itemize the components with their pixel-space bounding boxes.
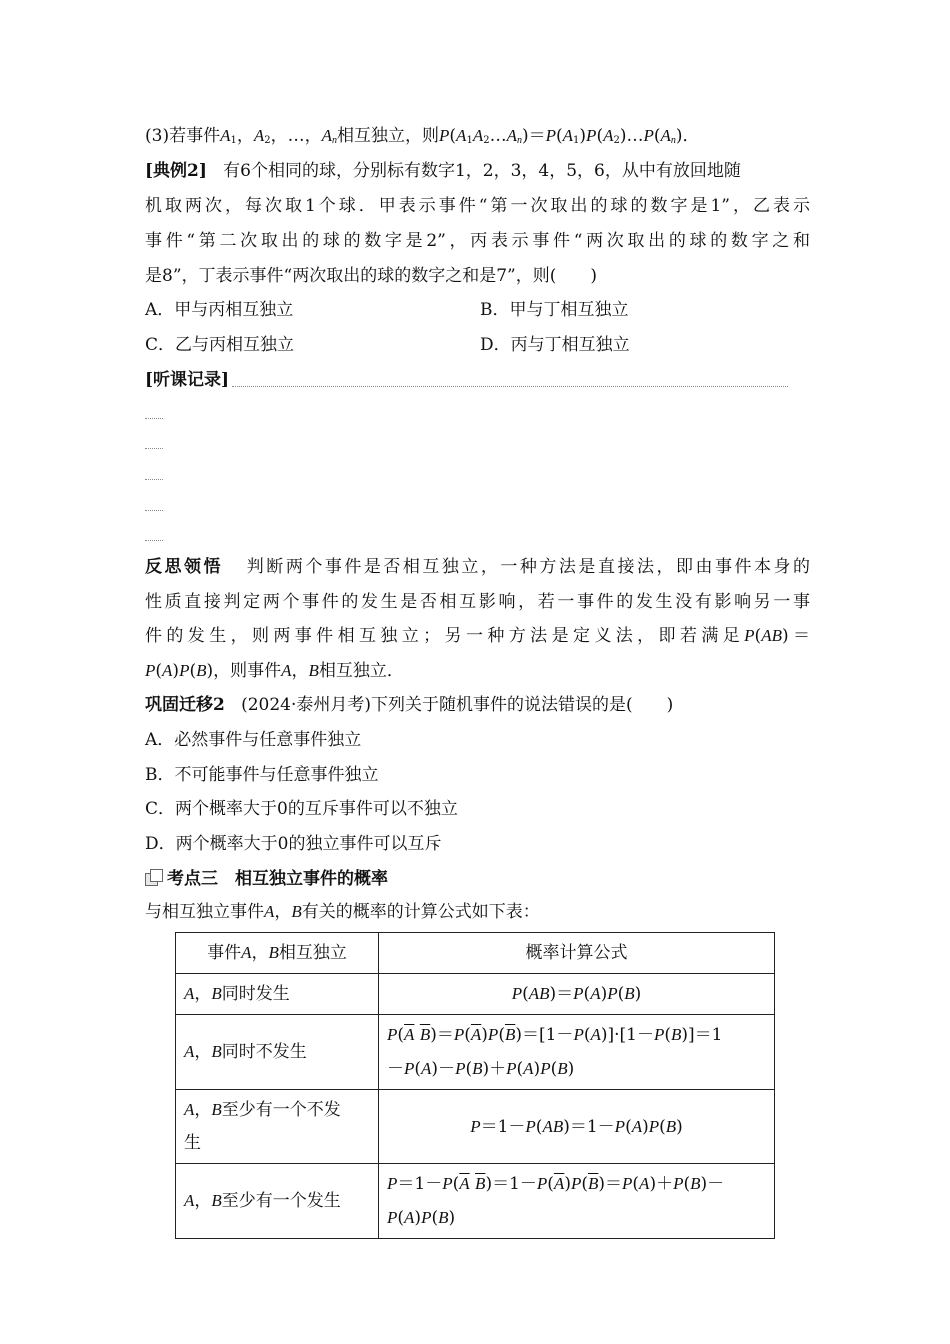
example2-option-c: C．乙与丙相互独立	[145, 335, 295, 355]
property3-prefix: (3)若事件	[145, 126, 221, 146]
example2-text-1: 有6个相同的球，分别标有数字1，2，3，4，5，6，从中有放回地随	[223, 161, 741, 181]
example2-line-4: 是8”，丁表示事件“两次取出的球的数字之和是7”，则( )	[145, 266, 597, 286]
notes-line-5	[145, 510, 163, 511]
example2-option-a: A．甲与丙相互独立	[145, 300, 294, 320]
table-cell-formula: $P(\overline{A}$ $\overline{B})=P(\overline{A})P(\overline{B})=[1-P(A)]\cdot[1-P(B)]=1$ －P(A)－P(B)＋P(A)P(B)	[379, 1015, 775, 1090]
reflection-label: 反思领悟	[145, 557, 224, 577]
table-cell-event: A，B同时不发生	[176, 1015, 379, 1090]
notes-line-3	[145, 448, 163, 449]
reflection-line-1	[145, 555, 810, 579]
notes-line-6	[145, 540, 163, 541]
practice2-label: 巩固迁移2	[145, 695, 225, 715]
table-header-event: 事件A，B相互独立	[176, 933, 379, 974]
probability-formula-table	[175, 932, 775, 1239]
table-cell-formula: $P=1-P(\overline{A}$ $\overline{B})=1-P(\overline{A})P(\overline{B})=P(A)+P(B)-$ P(A)P(B)	[379, 1164, 775, 1239]
practice2-option-b: B．不可能事件与任意事件独立	[145, 765, 379, 785]
reflection-text-1: 判断两个事件是否相互独立，一种方法是直接法，即由事件本身的	[246, 557, 811, 577]
example2-options-row-2	[145, 333, 810, 357]
table-row	[176, 1164, 775, 1239]
table-cell-formula: P＝1－P(AB)＝1－P(A)P(B)	[379, 1090, 775, 1164]
table-row	[176, 1090, 775, 1164]
table-row	[176, 974, 775, 1015]
practice2-stem: (2024·泰州月考)下列关于随机事件的说法错误的是( )	[241, 695, 674, 715]
example2-line-3: 事件“第二次取出的球的数字是2”，丙表示事件“两次取出的球的数字之和	[145, 231, 810, 251]
example2-line-2: 机取两次，每次取1个球．甲表示事件“第一次取出的球的数字是1”，乙表示	[145, 196, 810, 216]
table-header-row	[176, 933, 775, 974]
section3-heading	[145, 867, 810, 891]
reflection-line-4: P(A)P(B)，则事件A，B相互独立．	[145, 661, 404, 681]
practice2-option-d: D．两个概率大于0的独立事件可以互斥	[145, 834, 442, 854]
property3-mid: 相互独立，则	[337, 126, 440, 146]
table-cell-event: A，B至少有一个不发 生	[176, 1090, 379, 1164]
example2-label: [典例2]	[145, 161, 207, 181]
independence-property-3: (3)若事件$A_1$，$A_2$，…，$A_n$相互独立，则$P(A_1A_2\dots A_n)=P(A_1)P(A_2)\dots P(A_n)$．	[145, 126, 700, 146]
notes-line-1	[232, 386, 788, 387]
example2-option-d: D．丙与丁相互独立	[480, 335, 630, 355]
table-header-formula: 概率计算公式	[379, 933, 775, 974]
table-cell-formula: P(AB)＝P(A)P(B)	[379, 974, 775, 1015]
overlapping-squares-icon	[145, 869, 165, 887]
example2-options-row-1	[145, 298, 810, 322]
example2-line-1	[145, 159, 810, 183]
table-cell-event: A，B至少有一个发生	[176, 1164, 379, 1239]
practice2-option-c: C．两个概率大于0的互斥事件可以不独立	[145, 799, 458, 819]
notes-line-2	[145, 418, 163, 419]
section3-intro: 与相互独立事件A，B有关的概率的计算公式如下表：	[145, 902, 540, 922]
table-row	[176, 1015, 775, 1090]
practice2-option-a: A．必然事件与任意事件独立	[145, 730, 362, 750]
reflection-line-2: 性质直接判定两个事件的发生是否相互影响，若一事件的发生没有影响另一事	[145, 592, 810, 612]
reflection-line-3: 件的发生，则两事件相互独立；另一种方法是定义法，即若满足P(AB)＝	[145, 626, 810, 646]
table-cell-event: A，B同时发生	[176, 974, 379, 1015]
notes-line-4	[145, 479, 163, 480]
example2-option-b: B．甲与丁相互独立	[480, 300, 629, 320]
notes-label: [听课记录]	[145, 370, 230, 390]
section3-title: 考点三 相互独立事件的概率	[167, 869, 388, 889]
practice2-line	[145, 693, 810, 717]
